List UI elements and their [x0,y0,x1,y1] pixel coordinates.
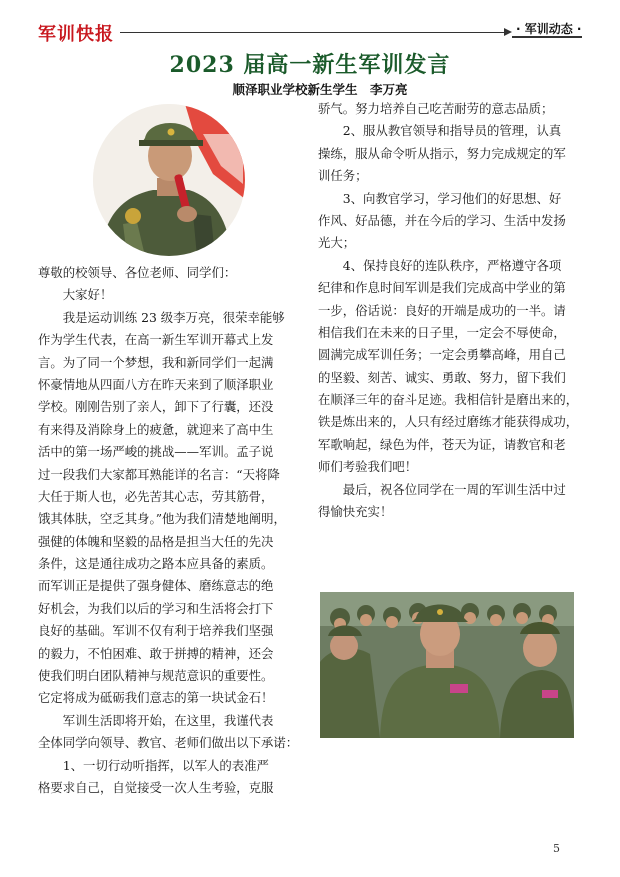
text-line: 圆满完成军训任务；一定会勇攀高峰，用自己 [318,347,566,363]
text-line: 良好的基础。军训不仅有利于培养我们坚强 [38,623,274,639]
text-line: 全体同学向领导、教官、老师们做出以下承诺： [38,735,299,751]
text-line: 条件，这是通往成功之路本应具备的素质。 [38,556,274,572]
header-rule [120,32,510,33]
text-line: 在顺泽三年的奋斗足迹。我相信针是磨出来的， [318,392,579,408]
text-line: 纪律和作息时间军训是我们完成高中学业的第 [318,280,566,296]
text-line: 怀豪情地从四面八方在昨天来到了顺泽职业 [38,376,274,392]
text-line: 4、保持良好的连队秩序，严格遵守各项 [318,257,562,273]
text-line: 最后，祝各位同学在一周的军训生活中过 [318,481,566,497]
text-line: 作风、好品德，并在今后的学习、生活中发扬 [318,212,566,228]
text-line: 它定将成为砥砺我们意志的第一块试金石！ [38,690,274,706]
training-group-photo [320,592,574,738]
text-line: 光大； [318,235,356,251]
text-line: 强健的体魄和坚毅的品格是担当大任的先决 [38,533,274,549]
speaker-portrait [93,104,245,256]
header-arrow-icon [504,28,512,36]
text-line: 饿其体肤，空乏其身。”他为我们清楚地阐明， [38,511,286,527]
text-line: 铁是炼出来的，人只有经过磨练才能获得成功， [318,414,579,430]
text-line: 操练，服从命令听从指示，努力完成规定的军 [318,145,566,161]
text-line: 一步，俗话说：良好的开端是成功的一半。请 [318,302,566,318]
training-group-illustration [320,592,574,738]
text-line: 军训生活即将开始，在这里，我谨代表 [38,712,274,728]
text-line: 使我们明白团队精神与规范意识的重要性。 [38,668,274,684]
text-line: 而军训正是提供了强身健体、磨练意志的绝 [38,578,274,594]
page-number: 5 [553,842,560,855]
text-line: 得愉快充实！ [318,504,393,520]
text-line: 好机会，为我们以后的学习和生活将会打下 [38,600,274,616]
text-line: 训任务； [318,168,368,184]
text-line: 尊敬的校领导、各位老师、同学们： [38,265,237,280]
right-column [318,98,584,523]
article-title: 2023 届高一新生军训发言 [169,52,451,78]
text-line: 作为学生代表，在高一新生军训开幕式上发 [38,332,274,348]
text-line: 骄气。努力培养自己吃苦耐劳的意志品质； [318,101,554,116]
section-label: 军训快报 [38,24,114,45]
left-column [38,262,304,799]
text-line: 师们考验我们吧！ [318,459,418,475]
text-line: 学校。刚刚告别了亲人，卸下了行囊，还没 [38,399,274,415]
text-line: 相信我们在未来的日子里，一定会不辱使命， [318,324,566,340]
section-tag-underline [512,36,582,38]
text-line: 活中的第一场严峻的挑战——军训。孟子说 [38,444,274,460]
speaker-portrait-illustration [93,104,245,256]
text-line: 有来得及消除身上的疲惫，就迎来了高中生 [38,421,274,437]
text-line: 言。为了同一个梦想，我和新同学们一起满 [38,354,274,370]
text-line: 军歌响起，绿色为伴，苍天为证，请教官和老 [318,436,566,452]
text-line: 2、服从教官领导和指导员的管理，认真 [318,123,562,139]
text-line: 的坚毅、刻苦、诚实、勇敢、努力，留下我们 [318,369,566,385]
text-line: 过一段我们大家都耳熟能详的名言：“天将降 [38,466,280,482]
text-line: 大家好！ [38,287,113,303]
text-line: 大任于斯人也，必先苦其心志，劳其筋骨， [38,488,274,504]
article-byline: 顺泽职业学校新生学生 李万亮 [232,82,408,97]
section-tag: · 军训动态 · [516,22,582,36]
text-line: 1、一切行动听指挥，以军人的表准严 [38,757,269,773]
text-line: 的毅力，不怕困难、敢于拼搏的精神，还会 [38,645,274,661]
text-line: 我是运动训练 23 级李万亮，很荣幸能够 [38,309,285,325]
text-line: 格要求自己，自觉接受一次人生考验，克服 [38,779,274,795]
text-line: 3、向教官学习，学习他们的好思想、好 [318,190,562,206]
